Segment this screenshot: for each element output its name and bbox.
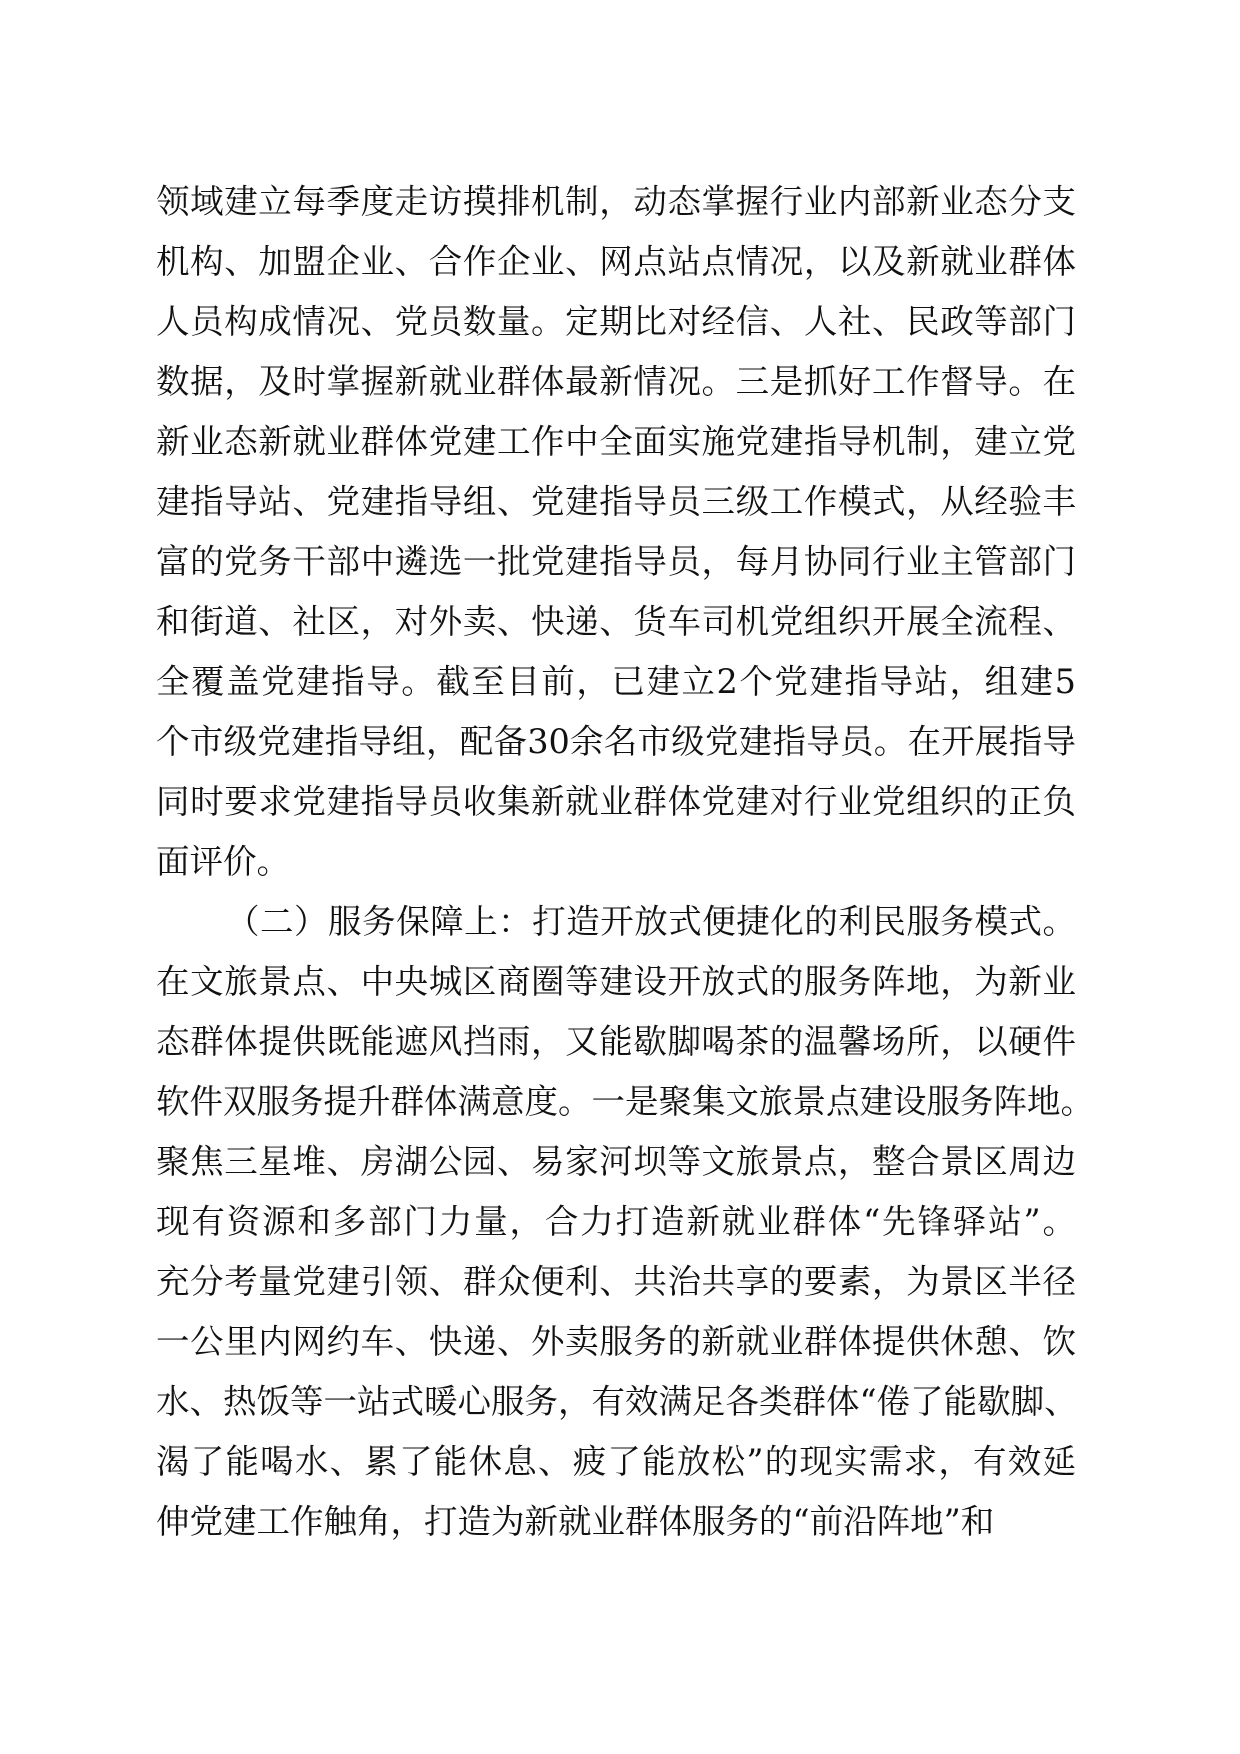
text-line: 一公里内网约车、快递、外卖服务的新就业群体提供休憩、饮 [156, 1322, 1076, 1361]
text-line: 人员构成情况、党员数量。定期比对经信、人社、民政等部门 [156, 302, 1076, 341]
text-line: 数据，及时掌握新就业群体最新情况。三是抓好工作督导。在 [156, 362, 1076, 401]
text-line: 伸党建工作触角，打造为新就业群体服务的“前沿阵地”和 [156, 1502, 995, 1541]
text-line: 态群体提供既能遮风挡雨，又能歇脚喝茶的温馨场所，以硬件 [156, 1022, 1076, 1061]
text-line: 现有资源和多部门力量，合力打造新就业群体“先锋驿站”。 [156, 1202, 1076, 1241]
text-line: 在文旅景点、中央城区商圈等建设开放式的服务阵地，为新业 [156, 962, 1076, 1001]
text-line: 同时要求党建指导员收集新就业群体党建对行业党组织的正负 [156, 782, 1076, 821]
text-line: 建指导站、党建指导组、党建指导员三级工作模式，从经验丰 [156, 482, 1076, 521]
text-line: 渴了能喝水、累了能休息、疲了能放松”的现实需求，有效延 [156, 1442, 1076, 1481]
text-line: 和街道、社区，对外卖、快递、货车司机党组织开展全流程、 [156, 602, 1076, 641]
text-line: 新业态新就业群体党建工作中全面实施党建指导机制，建立党 [156, 422, 1076, 461]
body-text [156, 172, 1094, 1552]
text-line: 软件双服务提升群体满意度。一是聚集文旅景点建设服务阵地。 [156, 1082, 1094, 1121]
text-line: 聚焦三星堆、房湖公园、易家河坝等文旅景点，整合景区周边 [156, 1142, 1076, 1181]
text-line: 领域建立每季度走访摸排机制，动态掌握行业内部新业态分支 [156, 182, 1076, 221]
text-line: 富的党务干部中遴选一批党建指导员，每月协同行业主管部门 [156, 542, 1076, 581]
text-line: 水、热饭等一站式暖心服务，有效满足各类群体“倦了能歇脚、 [156, 1382, 1078, 1421]
text-line: 充分考量党建引领、群众便利、共治共享的要素，为景区半径 [156, 1262, 1076, 1301]
section-heading: （二）服务保障上：打造开放式便捷化的利民服务模式。 [226, 902, 1076, 941]
text-line: 个市级党建指导组，配备30余名市级党建指导员。在开展指导 [156, 722, 1076, 761]
text-line: 面评价。 [156, 842, 290, 881]
text-line: 机构、加盟企业、合作企业、网点站点情况，以及新就业群体 [156, 242, 1076, 281]
text-line: 全覆盖党建指导。截至目前，已建立2个党建指导站，组建5 [156, 662, 1076, 701]
